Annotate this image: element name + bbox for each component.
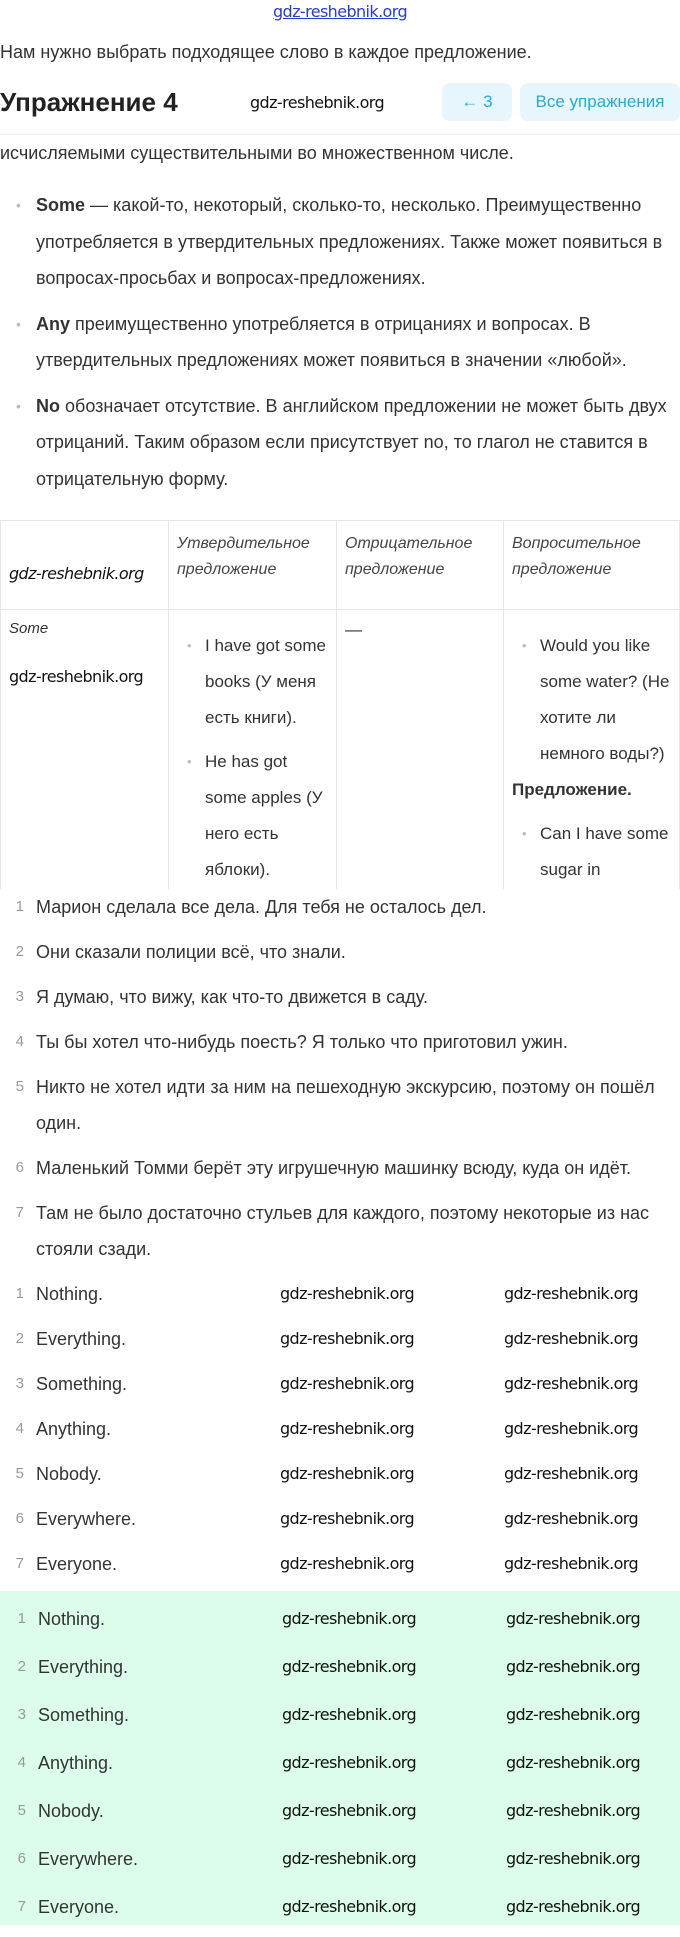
list-item <box>2 1745 680 1781</box>
item-number: 2 <box>15 943 24 960</box>
item-text: Марион сделала все дела. Для тебя не осталось дел. <box>36 897 487 917</box>
item-text: Никто не хотел идти за ним на пешеходную экскурсию, поэтому он пошёл один. <box>36 1077 655 1133</box>
list-item <box>0 1195 680 1267</box>
rule-no <box>36 388 676 498</box>
partial-text: исчисляемыми существительными во множественном числе. <box>0 143 514 163</box>
watermark: gdz-reshebnik.org <box>282 1801 417 1820</box>
list-item <box>0 1024 680 1060</box>
prev-exercise-button[interactable]: ← 3 <box>442 83 512 121</box>
rule-text: — какой-то, некоторый, сколько-то, несколько. Преимущественно употребляется в утвердительных предложениях. Также может появиться в вопросах-просьбах и вопросах-предложениях. <box>36 195 663 288</box>
exercise-header <box>0 70 680 134</box>
row-label: Some <box>9 620 49 637</box>
item-number: 1 <box>15 1285 24 1302</box>
label-bold: Предложение. <box>512 780 632 799</box>
row-label-cell <box>1 610 169 890</box>
item-text: Everyone. <box>38 1897 120 1917</box>
watermark: gdz-reshebnik.org <box>506 1609 641 1628</box>
watermark: gdz-reshebnik.org <box>506 1849 641 1868</box>
usage-table <box>0 520 680 889</box>
item-text: Everywhere. <box>36 1509 137 1529</box>
all-exercises-button[interactable]: Все упражнения <box>520 83 680 121</box>
item-text: Nobody. <box>38 1801 104 1821</box>
example: • He has got some apples (У него есть яблоки). <box>205 744 328 888</box>
list-item <box>0 1150 680 1186</box>
list-item <box>0 1546 680 1582</box>
watermark: gdz-reshebnik.org <box>504 1284 639 1303</box>
item-text: Nobody. <box>36 1464 102 1484</box>
watermark: gdz-reshebnik.org <box>280 1554 415 1573</box>
watermark: gdz-reshebnik.org <box>280 1284 415 1303</box>
list-item <box>2 1841 680 1877</box>
list-item <box>0 1456 680 1492</box>
item-number: 6 <box>17 1850 26 1867</box>
list-item <box>0 934 680 970</box>
list-item <box>2 1697 680 1733</box>
watermark: gdz-reshebnik.org <box>250 92 385 112</box>
intro-text: Нам нужно выбрать подходящее слово в каждое предложение. <box>0 42 532 62</box>
watermark: gdz-reshebnik.org <box>9 667 144 686</box>
table-header: Отрицательное предложение <box>337 521 504 610</box>
watermark: gdz-reshebnik.org <box>506 1753 641 1772</box>
item-number: 6 <box>15 1510 24 1527</box>
cell-negative: — <box>337 610 504 890</box>
watermark: gdz-reshebnik.org <box>504 1329 639 1348</box>
rule-text: преимущественно употребляется в отрицаниях и вопросах. В утвердительных предложениях может появиться в значении «любой». <box>36 313 627 370</box>
watermark: gdz-reshebnik.org <box>280 1464 415 1483</box>
table-scroll-area[interactable] <box>0 520 680 889</box>
item-text: Ты бы хотел что-нибудь поесть? Я только что приготовил ужин. <box>36 1032 568 1052</box>
exercise-list <box>0 889 680 1267</box>
item-text: Everywhere. <box>38 1849 139 1869</box>
list-item <box>2 1793 680 1829</box>
watermark: gdz-reshebnik.org <box>506 1801 641 1820</box>
rules-list <box>0 187 676 520</box>
cell-affirmative <box>169 610 337 890</box>
watermark: gdz-reshebnik.org <box>282 1657 417 1676</box>
item-number: 7 <box>15 1555 24 1572</box>
example: • Would you like some water? (Не хотите ли немного воды?) <box>540 628 671 772</box>
watermark: gdz-reshebnik.org <box>280 1329 415 1348</box>
term: No <box>36 395 60 416</box>
item-number: 4 <box>15 1420 24 1437</box>
item-text: Anything. <box>38 1753 114 1773</box>
watermark: gdz-reshebnik.org <box>280 1419 415 1438</box>
list-item <box>0 1501 680 1537</box>
table-header: Утвердительное предложение <box>169 521 337 610</box>
watermark: gdz-reshebnik.org <box>280 1509 415 1528</box>
item-number: 2 <box>17 1658 26 1675</box>
item-text: Nothing. <box>36 1284 104 1304</box>
item-text: Anything. <box>36 1419 112 1439</box>
item-number: 1 <box>17 1610 26 1627</box>
list-item <box>0 979 680 1015</box>
item-text: Something. <box>38 1705 130 1725</box>
list-item <box>0 889 680 925</box>
watermark: gdz-reshebnik.org <box>504 1419 639 1438</box>
watermark: gdz-reshebnik.org <box>504 1509 639 1528</box>
answer-list-highlighted <box>2 1601 680 1925</box>
rule-any <box>36 306 676 379</box>
list-item <box>0 1069 680 1141</box>
watermark: gdz-reshebnik.org <box>282 1609 417 1628</box>
item-number: 5 <box>15 1078 24 1095</box>
item-number: 3 <box>17 1706 26 1723</box>
example: • Can I have some sugar in <box>540 816 671 888</box>
watermark: gdz-reshebnik.org <box>504 1374 639 1393</box>
item-number: 3 <box>15 1375 24 1392</box>
item-text: Я думаю, что вижу, как что-то движется в саду. <box>36 987 428 1007</box>
watermark-link[interactable]: gdz-reshebnik.org <box>272 2 407 21</box>
answer-list <box>0 1276 680 1582</box>
item-text: Something. <box>36 1374 128 1394</box>
item-text: Everything. <box>38 1657 129 1677</box>
item-number: 3 <box>15 988 24 1005</box>
list-item <box>2 1649 680 1685</box>
item-number: 7 <box>17 1898 26 1915</box>
rule-text: обозначает отсутствие. В английском предложении не может быть двух отрицаний. Таким образом если присутствует no, то глагол не ставится в отрицательную форму. <box>36 395 667 489</box>
list-item <box>0 1276 680 1312</box>
item-number: 7 <box>15 1204 24 1221</box>
item-text: Everyone. <box>36 1554 118 1574</box>
item-text: Nothing. <box>38 1609 106 1629</box>
watermark: gdz-reshebnik.org <box>506 1897 641 1916</box>
watermark: gdz-reshebnik.org <box>280 1374 415 1393</box>
page-title: Упражнение 4 <box>0 86 178 117</box>
list-item <box>2 1601 680 1637</box>
cell-question <box>504 610 680 890</box>
answer-panel <box>0 1591 680 1925</box>
item-number: 5 <box>17 1802 26 1819</box>
item-number: 2 <box>15 1330 24 1347</box>
watermark: gdz-reshebnik.org <box>504 1554 639 1573</box>
term: Any <box>36 313 71 334</box>
list-item <box>2 1889 680 1925</box>
watermark: gdz-reshebnik.org <box>9 564 144 583</box>
watermark: gdz-reshebnik.org <box>506 1657 641 1676</box>
watermark: gdz-reshebnik.org <box>282 1705 417 1724</box>
term: Some <box>36 195 86 215</box>
rule-some <box>36 187 676 297</box>
watermark: gdz-reshebnik.org <box>504 1464 639 1483</box>
watermark: gdz-reshebnik.org <box>282 1897 417 1916</box>
item-number: 6 <box>15 1159 24 1176</box>
watermark: gdz-reshebnik.org <box>282 1753 417 1772</box>
item-number: 4 <box>17 1754 26 1771</box>
item-text: Маленький Томми берёт эту игрушечную машинку всюду, куда он идёт. <box>36 1158 631 1178</box>
list-item <box>0 1366 680 1402</box>
watermark-bar <box>0 0 680 25</box>
item-text: Там не было достаточно стульев для каждого, поэтому некоторые из нас стояли сзади. <box>36 1203 650 1259</box>
item-number: 5 <box>15 1465 24 1482</box>
watermark: gdz-reshebnik.org <box>506 1705 641 1724</box>
table-header: Вопросительное предложение <box>504 521 680 610</box>
item-text: Everything. <box>36 1329 127 1349</box>
list-item <box>0 1321 680 1357</box>
item-text: Они сказали полиции всё, что знали. <box>36 942 346 962</box>
list-item <box>0 1411 680 1447</box>
watermark: gdz-reshebnik.org <box>282 1849 417 1868</box>
example: • I have got some books (У меня есть книги). <box>205 628 328 736</box>
item-number: 4 <box>15 1033 24 1050</box>
table-header <box>1 521 169 610</box>
item-number: 1 <box>15 898 24 915</box>
